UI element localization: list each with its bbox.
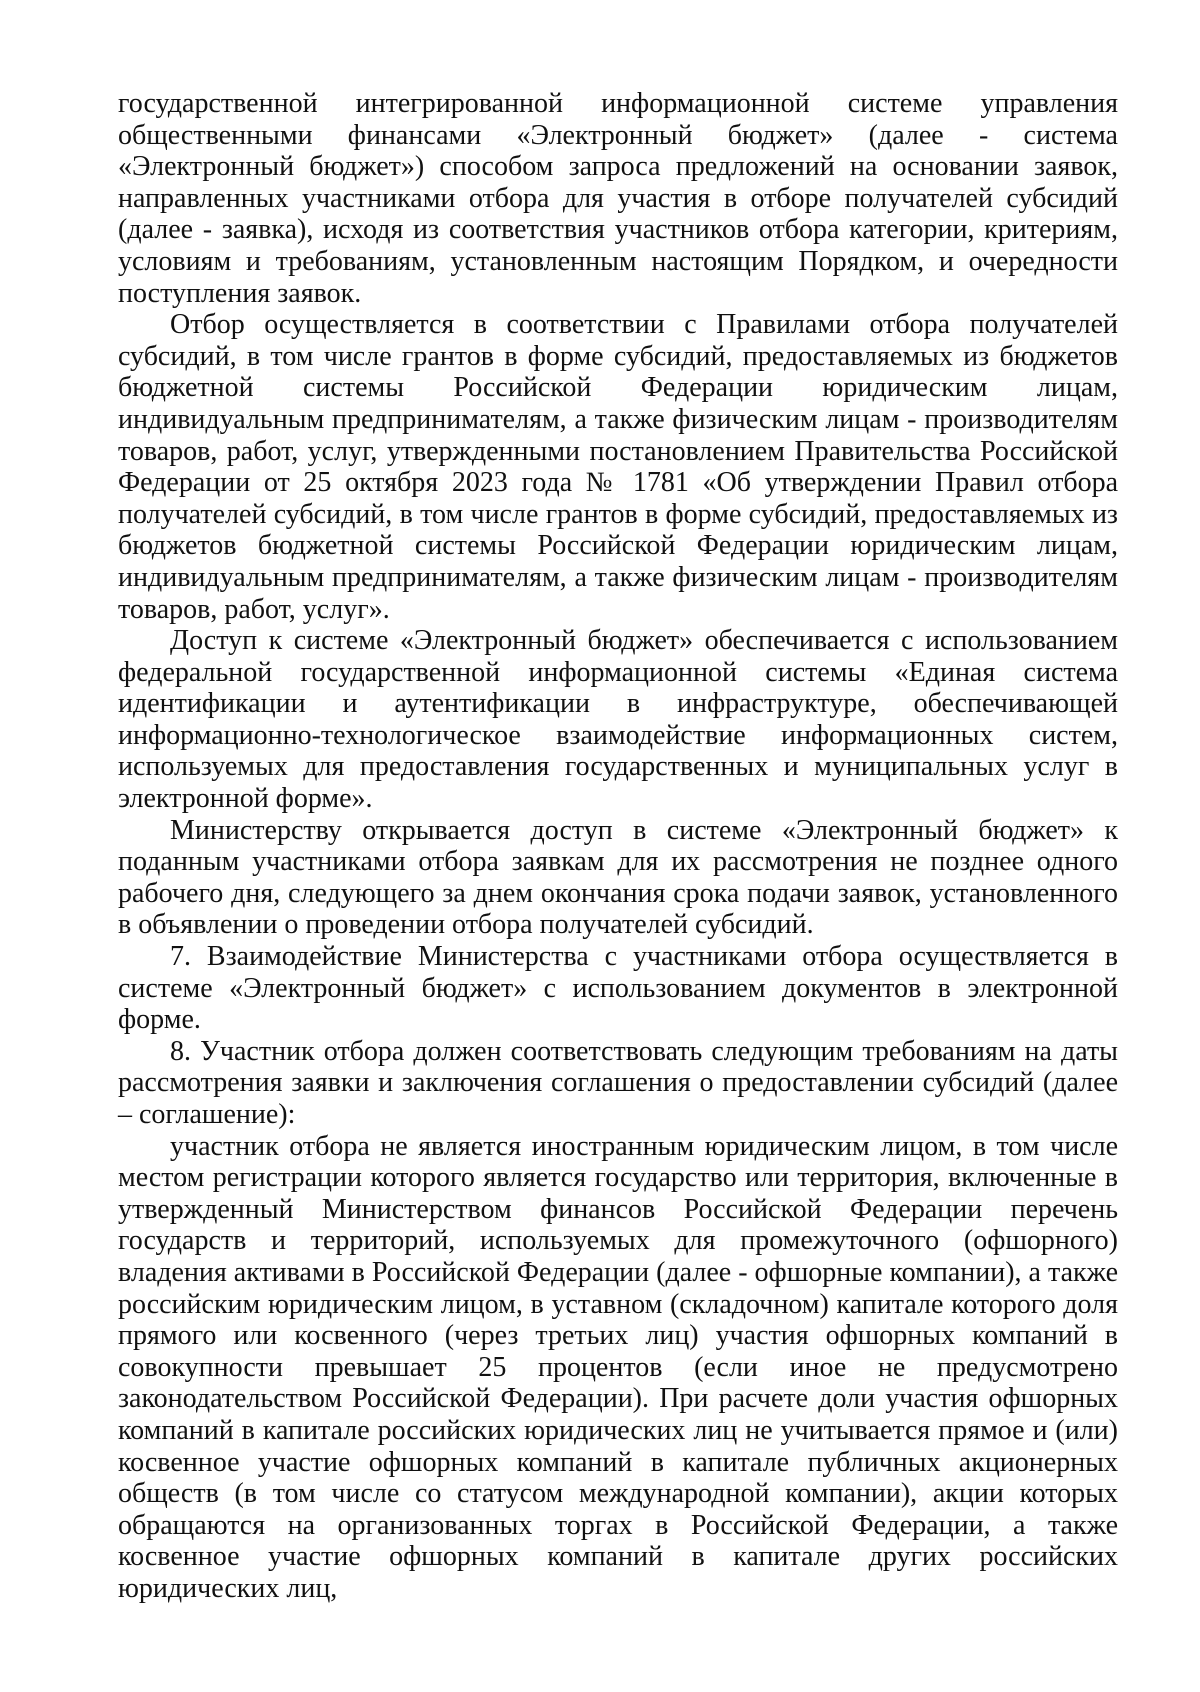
- paragraph-item-8: 8. Участник отбора должен соответствовать следующим требованиям на даты рассмотрения заявки и заключения соглашения о предоставлении субсидий (далее – соглашение):: [118, 1035, 1118, 1130]
- document-body: [118, 88, 1118, 1605]
- paragraph-ministry-access: Министерству открывается доступ в системе «Электронный бюджет» к поданным участниками отбора заявкам для их рассмотрения не позднее одного рабочего дня, следующего за днем окончания срока подачи заявок, установленного в объявлении о проведении отбора получателей субсидий.: [118, 814, 1118, 941]
- paragraph-selection-rules: Отбор осуществляется в соответствии с Правилами отбора получателей субсидий, в том числе грантов в форме субсидий, предоставляемых из бюджетов бюджетной системы Российской Федерации юридическим лицам, индивидуальным предпринимателям, а также физическим лицам - производителям товаров, работ, услуг, утвержденными постановлением Правительства Российской Федерации от 25 октября 2023 года № 1781 «Об утверждении Правил отбора получателей субсидий, в том числе грантов в форме субсидий, предоставляемых из бюджетов бюджетной системы Российской Федерации юридическим лицам, индивидуальным предпринимателям, а также физическим лицам - производителям товаров, работ, услуг».: [118, 309, 1118, 625]
- paragraph-item-7: 7. Взаимодействие Министерства с участниками отбора осуществляется в системе «Электронный бюджет» с использованием документов в электронной форме.: [118, 941, 1118, 1036]
- paragraph-offshore-requirement: участник отбора не является иностранным юридическим лицом, в том числе местом регистрации которого является государство или территория, включенные в утвержденный Министерством финансов Российской Федерации перечень государств и территорий, используемых для промежуточного (офшорного) владения активами в Российской Федерации (далее - офшорные компании), а также российским юридическим лицом, в уставном (складочном) капитале которого доля прямого или косвенного (через третьих лиц) участия офшорных компаний в совокупности превышает 25 процентов (если иное не предусмотрено законодательством Российской Федерации). При расчете доли участия офшорных компаний в капитале российских юридических лиц не учитывается прямое и (или) косвенное участие офшорных компаний в капитале публичных акционерных обществ (в том числе со статусом международной компании), акции которых обращаются на организованных торгах в Российской Федерации, а также косвенное участие офшорных компаний в капитале других российских юридических лиц,: [118, 1130, 1118, 1604]
- paragraph-continuation-electronic-budget: государственной интегрированной информационной системе управления общественными финансами «Электронный бюджет» (далее - система «Электронный бюджет») способом запроса предложений на основании заявок, направленных участниками отбора для участия в отборе получателей субсидий (далее - заявка), исходя из соответствия участников отбора категории, критериям, условиям и требованиям, установленным настоящим Порядком, и очередности поступления заявок.: [118, 88, 1118, 309]
- paragraph-system-access: Доступ к системе «Электронный бюджет» обеспечивается с использованием федеральной государственной информационной системы «Единая система идентификации и аутентификации в инфраструктуре, обеспечивающей информационно-технологическое взаимодействие информационных систем, используемых для предоставления государственных и муниципальных услуг в электронной форме».: [118, 625, 1118, 815]
